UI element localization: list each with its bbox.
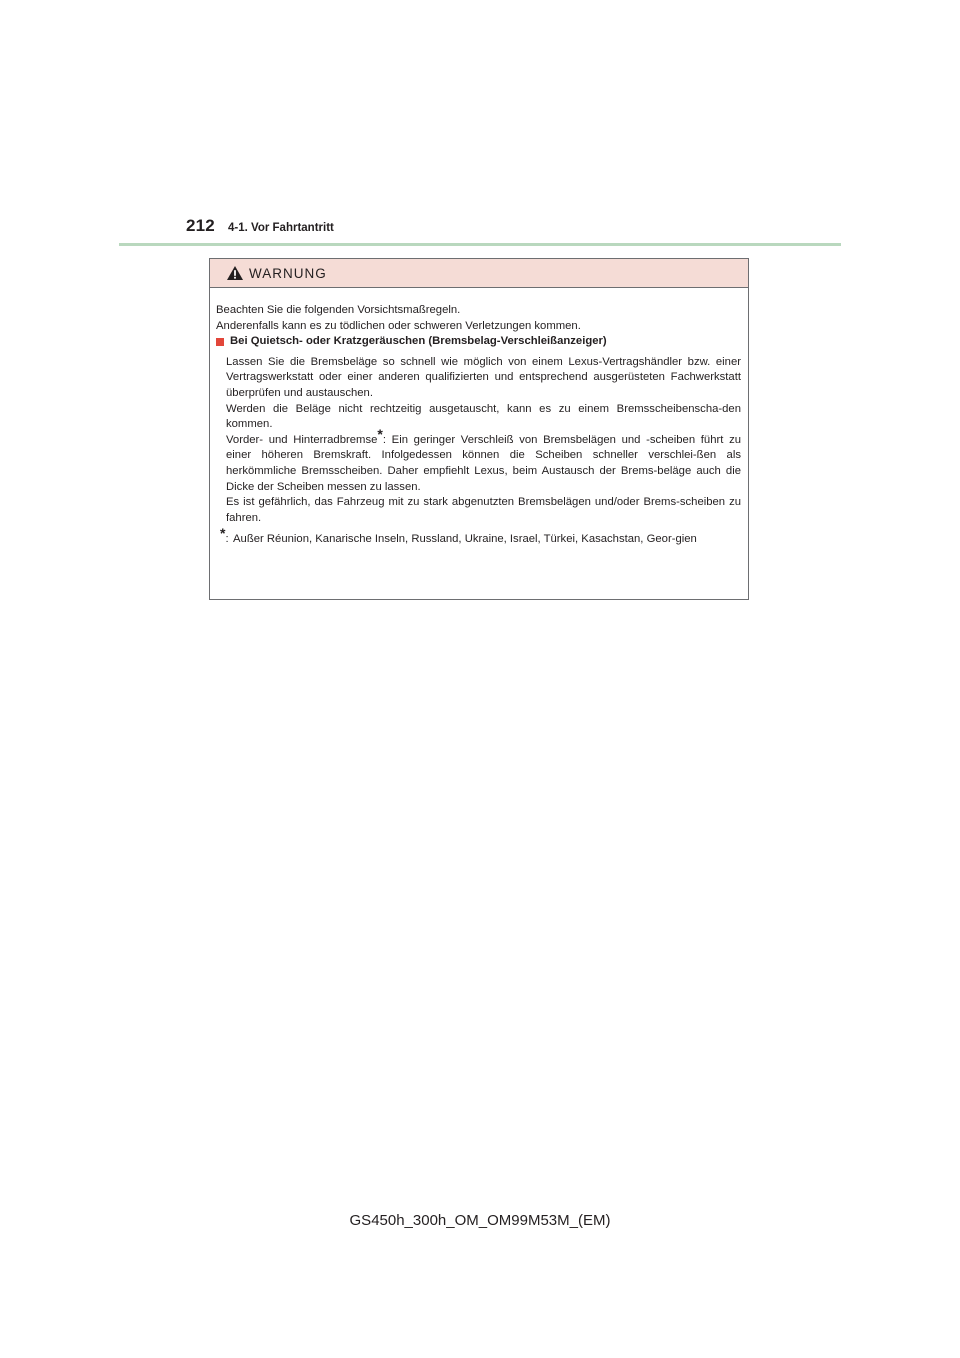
- square-bullet-icon: [216, 338, 224, 346]
- paragraph: Lassen Sie die Bremsbeläge so schnell wie möglich von einem Lexus-Vertragshändler bzw. einer Vertragswerkstatt oder einer anderen qualifizierten und entsprechend ausgerüsteten Fachwerkstatt überprüfen und austauschen.: [226, 355, 741, 399]
- warning-box: [209, 258, 749, 600]
- paragraph-lead: Vorder- und Hinterradbremse: [226, 433, 378, 446]
- section-heading: [216, 334, 741, 350]
- footnote-asterisk: *: [220, 525, 226, 542]
- section-title: 4-1. Vor Fahrtantritt: [228, 222, 334, 234]
- paragraph-rest: : Ein geringer Verschleiß von Bremsbelägen und -scheiben führt zu einer höheren Bremskraft. Infolgedessen können die Scheiben schneller verschlei-ßen als herkömmliche Bremsscheiben. Daher empfiehlt Lexus, beim Austausch der Brems-beläge auch die Dicke der Scheiben messen zu lassen.: [226, 433, 742, 493]
- warning-body: [210, 288, 748, 548]
- paragraph-brake: [226, 425, 742, 495]
- header-rule: [119, 243, 841, 246]
- section-heading-text: Bei Quietsch- oder Kratzgeräuschen (Bremsbelag-Verschleißanzeiger): [230, 335, 607, 348]
- paragraph: Werden die Beläge nicht rechtzeitig ausgetauscht, kann es zu einem Bremsscheibenscha-den kommen.: [226, 402, 741, 431]
- warning-paragraphs: [216, 355, 741, 527]
- footnote-colon: :: [225, 533, 229, 546]
- warning-triangle-icon: [226, 265, 244, 281]
- intro-line: Anderenfalls kann es zu tödlichen oder schweren Verletzungen kommen.: [216, 319, 581, 332]
- warning-title: WARNUNG: [249, 265, 327, 281]
- footnote-text: Außer Réunion, Kanarische Inseln, Russland, Ukraine, Israel, Türkei, Kasachstan, Geor-gien: [233, 533, 697, 546]
- intro-line: Beachten Sie die folgenden Vorsichtsmaßregeln.: [216, 304, 461, 316]
- footer-code: GS450h_300h_OM_OM99M53M_(EM): [349, 1212, 611, 1229]
- footnote: [216, 525, 741, 548]
- warning-header: [210, 259, 748, 288]
- paragraph: Es ist gefährlich, das Fahrzeug mit zu stark abgenutzten Bremsbelägen und/oder Brems-scheiben zu fahren.: [226, 496, 741, 524]
- page-number: 212: [186, 216, 215, 235]
- footnote-marker: [220, 525, 233, 548]
- asterisk-marker: *: [377, 425, 383, 442]
